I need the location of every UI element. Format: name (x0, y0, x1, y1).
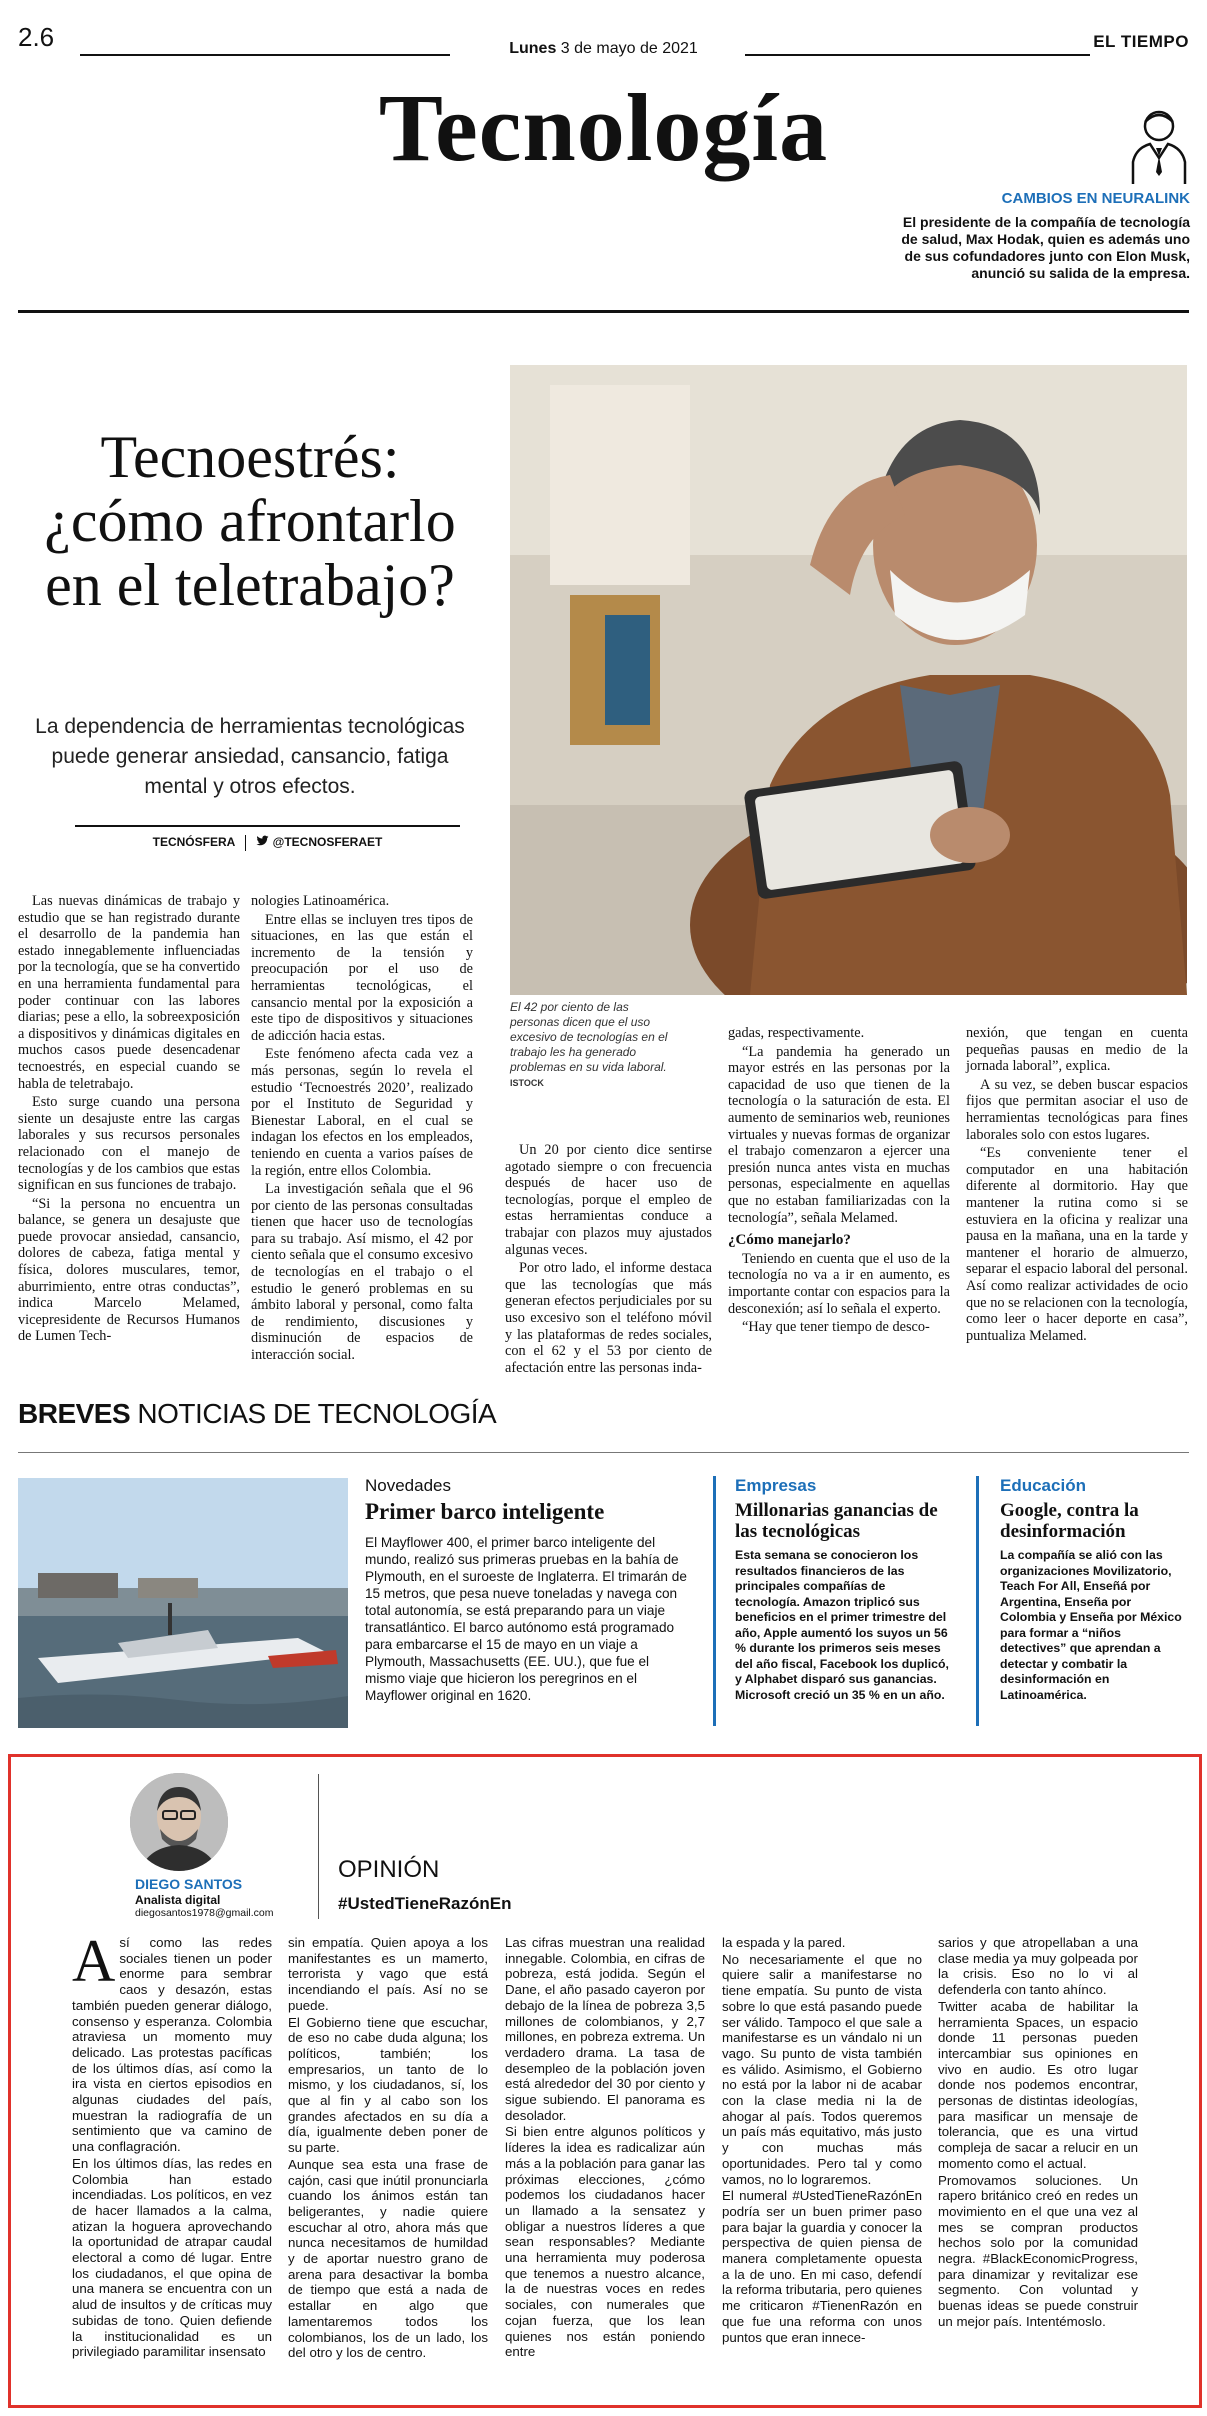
opinion-title: #UstedTieneRazónEn (338, 1894, 512, 1913)
section-title: Tecnología (378, 74, 829, 181)
article-column-5 (966, 1025, 1188, 1346)
twitter-icon (256, 835, 269, 847)
breve-empresas-kicker: Empresas (735, 1476, 817, 1495)
paragraph: La investigación señala que el 96 por ciento de las personas consultadas tienen que hacer uso de tecnologías para su trabajo. Así mismo, el 42 por ciento señala que el consumo excesivo de tecnologías en el trabajo o el estudio le generó problemas en su ámbito laboral y personal, como falta de rendimiento, discusiones y disminución de espacios de interacción social. (251, 1181, 473, 1364)
paragraph: sin empatía. Quien apoya a los manifestantes es un mamerto, terrorista y vago que está incendiando el país. Así no se puede. (288, 1935, 488, 2013)
article-deck: La dependencia de herramientas tecnológicas puede generar ansiedad, cansancio, fatiga mental y otros efectos. (35, 715, 465, 798)
paragraph: El numeral #UstedTieneRazónEn podría ser un buen primer paso para bajar la guardia y conocer la perspectiva de quien piensa de manera completamente opuesta a la de uno. En mi caso, defendí la reforma tributaria, pero quienes me criticaron #TienenRazón en que fue una reforma con unos puntos que eran innece- (722, 2188, 922, 2345)
paragraph: En los últimos días, las redes en Colombia han estado incendiadas. Los políticos, en vez de hacer llamados a la calma, atizan la hoguera aprovechando la oportunidad de atrapar caudal electoral a como dé lugar. Entre los ciudadanos, el que opina de una manera se encuentra con un alud de insultos y de críticas muy subidas de tono. Quien defiende la institucionalidad es un privilegiado paramilitar insensato (72, 2155, 272, 2360)
paragraph: Entre ellas se incluyen tres tipos de situaciones, en las que están el incremento de la tensión y preocupación por el uso de herramientas tecnológicas, el cansancio mental por la exposición a este tipo de dispositivos y situaciones de adicción hacia estas. (251, 911, 473, 1044)
newspaper-brand: EL TIEMPO (1093, 32, 1189, 51)
boat-photo (18, 1478, 348, 1728)
breve-empresas-title: Millonarias ganancias de las tecnológicas (735, 1500, 938, 1542)
paragraph: No necesariamente el que no quiere salir a manifestarse no tiene empatía. Su punto de vista sobre lo que está pasando puede ser válido. Tampoco el que sale a manifestarse es un vándalo ni un vago. Su punto de vista también es válido. Asimismo, el Gobierno no está por la labor ni de acabar con la clase media ni la de ahogar al país. Todos queremos un país más equitativo, más justo y con muchas más oportunidades. Pero tal y como vamos, no lo lograremos. (722, 1951, 922, 2187)
paragraph: Teniendo en cuenta que el uso de la tecnología no va a ir en aumento, es importante contar con espacios para la desconexión; así lo señala el experto. (728, 1250, 950, 1317)
breve-educacion-title: Google, contra la desinformación (1000, 1500, 1139, 1542)
paragraph: nologies Latinoamérica. (251, 893, 390, 909)
issue-date: Lunes 3 de mayo de 2021 (509, 40, 698, 57)
man-with-tablet-illustration (510, 365, 1187, 995)
paragraph: “Hay que tener tiempo de desco- (742, 1319, 930, 1336)
paragraph: El Gobierno tiene que escuchar, de eso no cabe duda alguna; los políticos, también; los empresarios, un tanto de lo mismo, y los ciudadanos, sí, los que al fin y al cabo son los grandes afectados en su día a día, igualmente deben poner de su parte. (288, 2014, 488, 2156)
opinion-column-2 (288, 1935, 488, 2362)
article-subhead: ¿Cómo manejarlo? (728, 1232, 851, 1249)
header-rule-right (745, 54, 1090, 56)
author-email[interactable]: diegosantos1978@gmail.com (135, 1907, 274, 1919)
author-avatar (130, 1773, 228, 1871)
breve-main-kicker: Novedades (365, 1476, 452, 1495)
paragraph: A su vez, se deben buscar espacios fijos que permitan asociar el uso de herramientas tecnológicas para fines laborales solo con estos lugares. (966, 1076, 1188, 1143)
article-column-4 (728, 1025, 950, 1338)
page-header (0, 0, 1207, 320)
paragraph: Twitter acaba de habilitar la herramienta Spaces, un espacio donde 11 personas pueden intercambiar sus opiniones en vivo en audio. Es otro lugar donde nos podemos encontrar, personas de distintas ideologías, para masificar un mensaje de tolerancia, que es una virtud compleja de sacar a relucir en un momento como el actual. (938, 1998, 1138, 2171)
paragraph: Esto surge cuando una persona siente un desajuste entre las cargas laborales y sus recursos personales relacionado con el manejo de tecnologías y de los cambios que estas significan en sus funciones de trabajo. (18, 1094, 240, 1194)
article-column-3 (505, 1142, 712, 1378)
sidebar-kicker: CAMBIOS EN NEURALINK (1001, 190, 1190, 207)
breves-separator (713, 1476, 716, 1726)
breve-educacion-text: La compañía se alió con las organizaciones Movilizatorio, Teach For All, Enseñá por Argentina, Enseña por Colombia y Enseña por México para formar a “niños detectives” que aprendan a detectar y combatir la desinformación en Latinoamérica. (1000, 1548, 1182, 1702)
author-name: DIEGO SANTOS (135, 1876, 243, 1892)
opinion-label: OPINIÓN (338, 1856, 440, 1883)
article-column-1 (18, 893, 240, 1347)
article-column-2 (251, 893, 473, 1366)
paragraph: la espada y la pared. (722, 1935, 846, 1950)
breve-main-text: El Mayflower 400, el primer barco inteligente del mundo, realizó sus primeras pruebas en la bahía de Plymouth, en el suroeste de Inglaterra. El trimarán de 15 metros, que pesa nueve toneladas y navega con total autonomía, se está preparando para un viaje transatlántico. El barco autónomo está programado para embarcarse el 15 de mayo en un viaje a Plymouth, Massachusetts (EE. UU.), que fue el mismo viaje que hicieron los peregrinos en el Mayflower original en 1620. (365, 1535, 687, 1703)
paragraph: “Si la persona no encuentra un balance, se genera un desajuste que puede provocar ansiedad, cansancio, dolores de cabeza, fatiga mental y física, dolores musculares, temor, aburrimiento, entre otras conductas”, indica Marcelo Melamed, vicepresidente de Recursos Humanos de Lumen Tech- (18, 1195, 240, 1345)
paragraph: Las cifras muestran una realidad innegable. Colombia, en cifras de pobreza, está jodida. Según el Dane, el año pasado cayeron por debajo de la línea de pobreza 3,5 millones de colombianos, y 2,7 millones, en pobreza extrema. Un verdadero drama. La tasa de desempleo de la población joven está alrededor del 30 por ciento y sigue subiendo. El panorama es desolador. (505, 1935, 705, 2123)
article-photo (510, 365, 1187, 995)
breves-header: BREVES NOTICIAS DE TECNOLOGÍA (18, 1398, 497, 1429)
paragraph: gadas, respectivamente. (728, 1025, 865, 1041)
paragraph: “Es conveniente tener el computador en una habitación diferente al dormitorio. Hay que mantener la rutina como si se estuviera en la oficina y realizar una pausa en la mañana, una en la tarde y mantener el horario de almuerzo, separar el espacio laboral del personal. Así como realizar actividades de ocio que no se relacionen con la tecnología, como leer o hacer deporte en casa”, puntualiza Melamed. (966, 1145, 1188, 1344)
byline-separator (245, 835, 246, 851)
breve-main-title: Primer barco inteligente (365, 1499, 605, 1524)
photo-caption: El 42 por ciento de las personas dicen que el uso excesivo de tecnologías en el trabajo les ha generado problemas en su vida laboral. ISTOCK (510, 1000, 668, 1088)
paragraph: sarios y que atropellaban a una clase media ya muy golpeada por la crisis. Eso no lo vi al defenderla con tanto ahínco. (938, 1935, 1138, 1998)
byline-source: TECNÓSFERA (152, 835, 236, 849)
paragraph: nexión, que tengan en cuenta pequeñas pausas en medio de la jornada laboral”, explica. (966, 1025, 1188, 1075)
article-headline: Tecnoestrés: ¿cómo afrontarlo en el teletrabajo? (44, 424, 456, 618)
paragraph: Por otro lado, el informe destaca que las tecnologías que más generan efectos perjudiciales por su uso excesivo son el teléfono móvil y las plataformas de redes sociales, con el 62 y el 53 por ciento de afectación entre las personas inda- (505, 1260, 712, 1376)
opinion-divider (318, 1774, 319, 1919)
paragraph: “La pandemia ha generado un mayor estrés en las personas por la capacidad de uso que tienen de la tecnología o la saturación de esta. El aumento de seminarios web, reuniones virtuales y nuevas formas de organizar el trabajo comenzaron a ejercer una presión nunca antes vista en muchas personas, especialmente en aquellas que no estaban familiarizadas con la tecnología”, señala Melamed. (728, 1043, 950, 1226)
smart-boat-illustration (18, 1478, 348, 1728)
header-divider (18, 310, 1189, 313)
paragraph: Este fenómeno afecta cada vez a más personas, según lo revela el estudio ‘Tecnoestrés 2020’, realizado por el Instituto de Seguridad y Bienestar Laboral, en el cual se indagan los efectos en los empleados, teniendo en cuenta a varios países de la región, entre ellos Colombia. (251, 1046, 473, 1179)
opinion-column-3 (505, 1935, 705, 2361)
paragraph: Si bien entre algunos políticos y líderes la idea es radicalizar aún más a la población para ganar las próximas elecciones, ¿cómo podemos los ciudadanos hacer un llamado a la sensatez y obligar a nuestros líderes a que sean responsables? Mediante una herramienta muy poderosa que tenemos a nuestro alcance, la de nuestras voces en redes sociales, con numerales que cojan fuerza, que los lean quienes nos están poniendo entre (505, 2124, 705, 2360)
breves-separator (976, 1476, 979, 1726)
page-number: 2.6 (18, 22, 55, 52)
author-role: Analista digital (135, 1893, 221, 1907)
opinion-column-1 (72, 1928, 272, 2361)
paragraph: sí como las redes sociales tienen un poder enorme para sembrar caos y desazón, estas también pueden generar diálogo, consenso y esperanza. Colombia atraviesa un momento muy delicado. Las protestas pacíficas de los últimos días, así como la ira vista en ciertos episodios en algunas ciudades del país, muestran la radiografía de un sentimiento que va camino de una conflagración. (72, 1935, 272, 2155)
businessman-icon (1128, 106, 1190, 186)
sidebar-text: El presidente de la compañía de tecnología de salud, Max Hodak, quien es además uno de sus cofundadores junto con Elon Musk, anunció su salida de la empresa. (901, 214, 1190, 281)
paragraph: Promovamos soluciones. Un rapero británico creó en redes un movimiento en el que una vez al mes se compran productos hechos solo por la comunidad negra. #BlackEconomicProgress, para dinamizar y revitalizar ese segmento. Con voluntad y buenas ideas se puede construir un mejor país. Intentémoslo. (938, 2172, 1138, 2329)
drop-cap: A (72, 1928, 116, 1994)
author-portrait (130, 1773, 228, 1871)
opinion-column-4 (722, 1935, 922, 2346)
breve-empresas-text: Esta semana se conocieron los resultados financieros de las principales compañías de tecnología. Amazon triplicó sus beneficios en el primer trimestre del año, Apple aumentó los suyos un 56 % durante los primeros seis meses del año fiscal, Facebook los duplicó, y Alphabet disparó sus ganancias. Microsoft creció un 35 % en un año. (735, 1548, 949, 1702)
article-byline (75, 825, 460, 851)
breve-educacion-kicker: Educación (1000, 1476, 1086, 1495)
breves-divider (18, 1452, 1189, 1453)
paragraph: Aunque sea esta una frase de cajón, casi que inútil pronunciarla cuando los ánimos están tan beligerantes, y nadie quiere escuchar al otro, ahora más que nunca necesitamos de humildad y de aportar nuestro grano de arena para desactivar la bomba de tiempo que está a nada de estallar en algo que lamentaremos todos los colombianos, los de un lado, los del otro y los de centro. (288, 2156, 488, 2361)
opinion-column-5 (938, 1935, 1138, 2331)
byline-twitter[interactable]: @TECNOSFERAET (256, 835, 382, 851)
paragraph: Las nuevas dinámicas de trabajo y estudio que se han registrado durante el desarrollo de la pandemia han estado innegablemente influenciadas por la tecnología, que se ha convertido en una herramienta fundamental para poder continuar con las labores diarias; pese a ello, la sobreexposición a dispositivos y dinámicas digitales en muchos casos puede desencadenar tecnoestrés, en especial cuando se habla de teletrabajo. (18, 893, 240, 1092)
paragraph: Un 20 por ciento dice sentirse agotado siempre o con frecuencia después de hacer uso de tecnologías, porque el empleo de estas herramientas conduce a trabajar con plazos muy ajustados algunas veces. (505, 1142, 712, 1258)
